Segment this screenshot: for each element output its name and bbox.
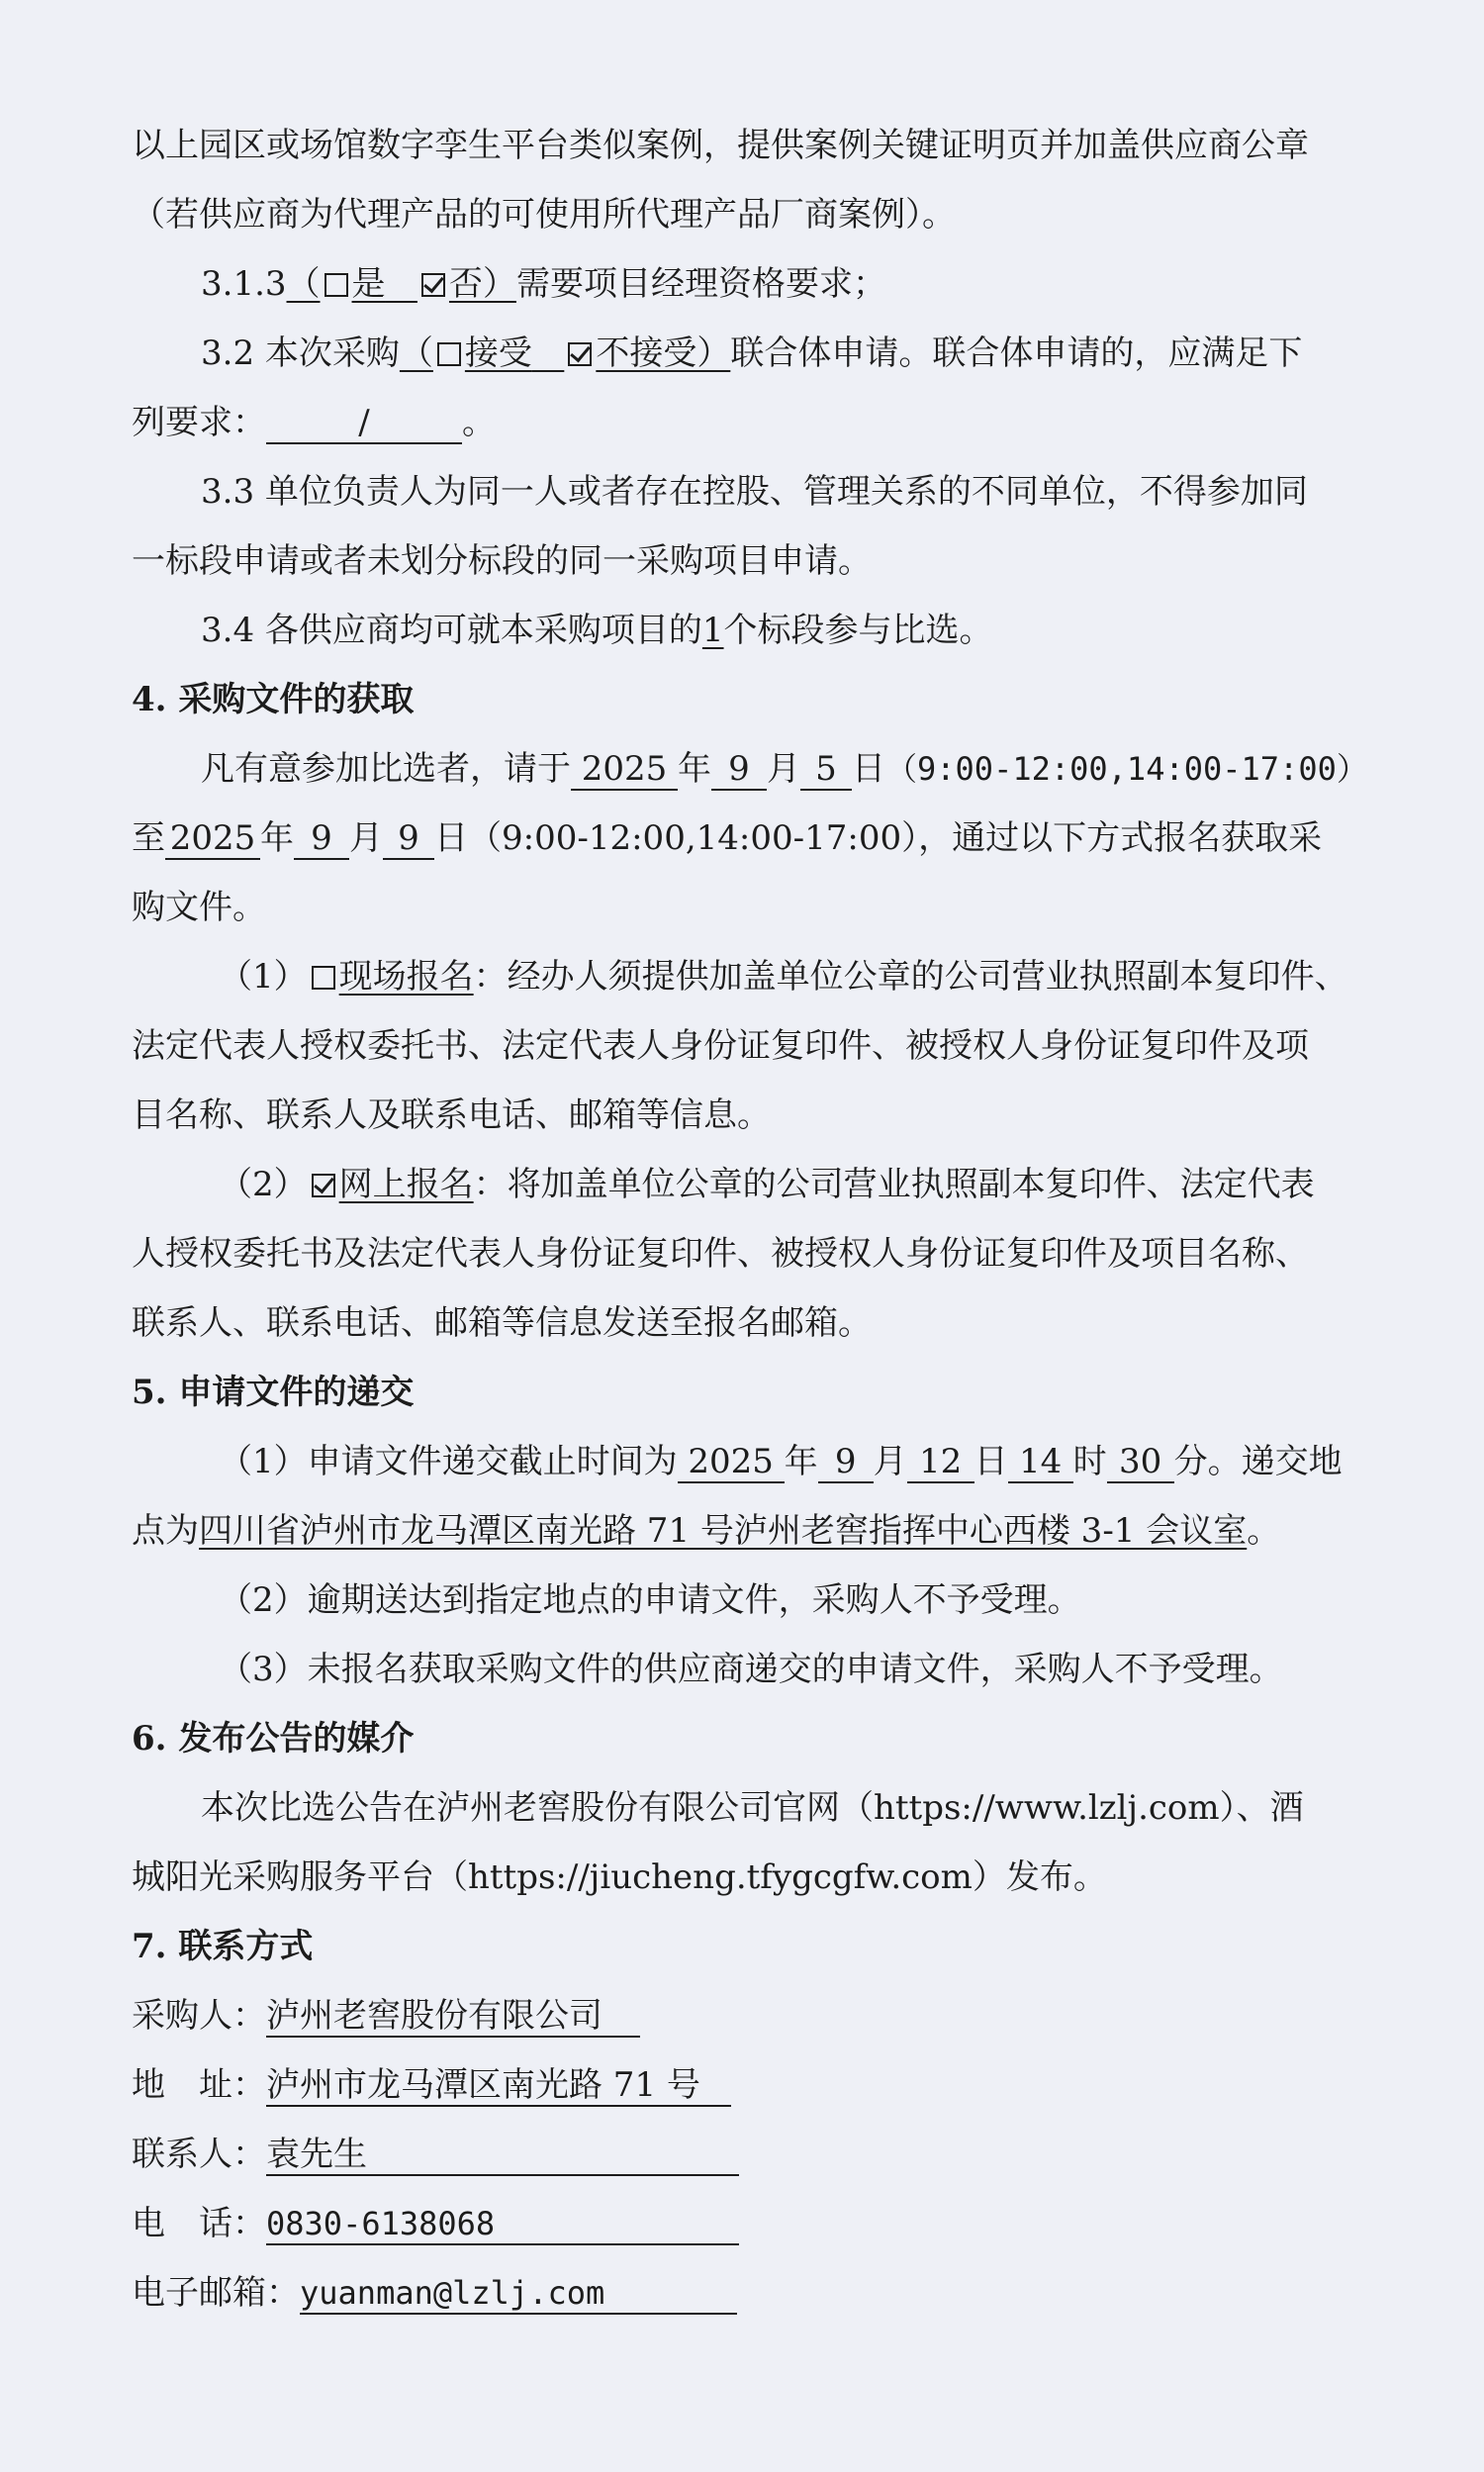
buyer-label: 采购人： (132, 1996, 266, 2036)
email-label: 电子邮箱： (132, 2273, 300, 2313)
start-month: 9 (711, 749, 767, 791)
deadline-month: 9 (818, 1442, 874, 1483)
paragraph-line: （若供应商为代理产品的可使用所代理产品厂商案例）。 (132, 195, 956, 235)
onsite-label: 现场报名 (338, 957, 474, 997)
requirements-blank: / (266, 403, 462, 444)
paragraph-line: 法定代表人授权委托书、法定代表人身份证复印件、被授权人身份证复印件及项 (132, 1026, 1309, 1066)
no-checkbox (421, 273, 445, 297)
person-row (132, 2120, 1367, 2189)
paragraph-line: （2）逾期送达到指定地点的申请文件，采购人不予受理。 (219, 1580, 1081, 1620)
lot-count: 1 (701, 611, 724, 650)
onsite-registration: （1） 现场报名：经办人须提供加盖单位公章的公司营业执照副本复印件、 (219, 957, 1348, 997)
clause-3-3-cont: 一标段申请或者未划分标段的同一采购项目申请。 (132, 541, 872, 581)
no-label: 否） (448, 264, 516, 304)
submission-location: 点为四川省泸州市龙马潭区南光路 71 号泸州老窖指挥中心西楼 3-1 会议室。 (132, 1511, 1281, 1551)
accept-checkbox (437, 342, 461, 366)
clause-3-4: 3.4 各供应商均可就本采购项目的1个标段参与比选。 (201, 611, 993, 650)
start-hours: （9:00-12:00,14:00-17:00） (885, 750, 1368, 788)
submission-deadline: （1）申请文件递交截止时间为 2025 年 9 月 12 日 14 时 30 分。递交地 (219, 1442, 1343, 1481)
end-year: 2025 (165, 818, 260, 860)
online-registration: （2） 网上报名：将加盖单位公章的公司营业执照副本复印件、法定代表 (219, 1165, 1315, 1204)
deadline-minute: 30 (1107, 1442, 1174, 1483)
email-value: yuanman@lzlj.com (300, 2273, 737, 2315)
online-label: 网上报名 (338, 1165, 474, 1204)
phone-row (132, 2189, 1367, 2258)
paragraph-line: （3）未报名获取采购文件的供应商递交的申请文件，采购人不予受理。 (219, 1650, 1283, 1689)
section-heading-7: 7. 联系方式 (132, 1927, 314, 1966)
section-heading-6: 6. 发布公告的媒介 (132, 1719, 415, 1759)
clause-3-3: 3.3 单位负责人为同一人或者存在控股、管理关系的不同单位，不得参加同 (201, 472, 1308, 512)
start-year: 2025 (571, 749, 678, 791)
paragraph-line: 以上园区或场馆数字孪生平台类似案例，提供案例关键证明页并加盖供应商公章 (132, 126, 1309, 165)
reject-checkbox (568, 342, 592, 366)
paragraph-line: 本次比选公告在泸州老窖股份有限公司官网（https://www.lzlj.com）、酒 (201, 1788, 1304, 1828)
pm-option-group: （ 是 否） (286, 264, 516, 304)
address-row (132, 2050, 1367, 2120)
paragraph-line: 购文件。 (132, 888, 266, 927)
paragraph-line: 联系人、联系电话、邮箱等信息发送至报名邮箱。 (132, 1303, 872, 1343)
paragraph-line: 城阳光采购服务平台（https://jiucheng.tfygcgfw.com）发布。 (132, 1857, 1107, 1897)
buyer-value: 泸州老窖股份有限公司 (266, 1996, 640, 2038)
deadline-day: 12 (907, 1442, 974, 1483)
clause-3-2 (132, 319, 1367, 388)
deadline-hour: 14 (1008, 1442, 1073, 1483)
address-value: 泸州市龙马潭区南光路 71 号 (266, 2065, 731, 2107)
buyer-row (132, 1981, 1367, 2050)
consortium-option-group: （ 接受 不接受） (399, 333, 731, 373)
yes-checkbox (325, 273, 348, 297)
email-row (132, 2258, 1367, 2328)
paragraph-line: 人授权委托书及法定代表人身份证复印件、被授权人身份证复印件及项目名称、 (132, 1234, 1309, 1274)
address-label: 地 址： (132, 2065, 266, 2105)
clause-text: 联合体申请。联合体申请的，应满足下 (730, 333, 1303, 373)
end-day: 9 (383, 818, 434, 860)
section-heading-5: 5. 申请文件的递交 (132, 1373, 415, 1412)
end-month: 9 (294, 818, 349, 860)
clause-3-1-3 (132, 249, 1367, 319)
location-value: 四川省泸州市龙马潭区南光路 71 号泸州老窖指挥中心西楼 3-1 会议室 (199, 1511, 1248, 1551)
phone-label: 电 话： (132, 2204, 266, 2243)
section-heading-4: 4. 采购文件的获取 (132, 680, 415, 719)
person-label: 联系人： (132, 2135, 266, 2174)
accept-label: 接受 (464, 333, 532, 373)
paragraph-line: 目名称、联系人及联系电话、邮箱等信息。 (132, 1095, 771, 1135)
deadline-year: 2025 (678, 1442, 785, 1483)
person-value: 袁先生 (266, 2135, 739, 2176)
end-hours: （9:00-12:00,14:00-17:00），通过以下方式报名获取采 (468, 818, 1323, 858)
onsite-checkbox (312, 966, 335, 990)
clause-number: 3.1.3 (201, 264, 287, 304)
yes-label: 是 (351, 264, 386, 304)
online-checkbox (312, 1174, 335, 1197)
phone-value: 0830-6138068 (266, 2204, 739, 2245)
registration-period-line-2: 至 2025 年 9 月 9 日（9:00-12:00,14:00-17:00），通过以下方式报名获取采 (132, 818, 1323, 858)
clause-text: 需要项目经理资格要求； (515, 264, 886, 304)
clause-text: 3.2 本次采购 (201, 333, 400, 373)
registration-period-line: 凡有意参加比选者，请于 2025 年 9 月 5 日（9:00-12:00,14:00-17:00） (201, 749, 1368, 789)
reject-label: 不接受） (596, 333, 731, 373)
clause-3-2-cont: 列要求： / 。 (132, 403, 496, 442)
start-day: 5 (800, 749, 852, 791)
